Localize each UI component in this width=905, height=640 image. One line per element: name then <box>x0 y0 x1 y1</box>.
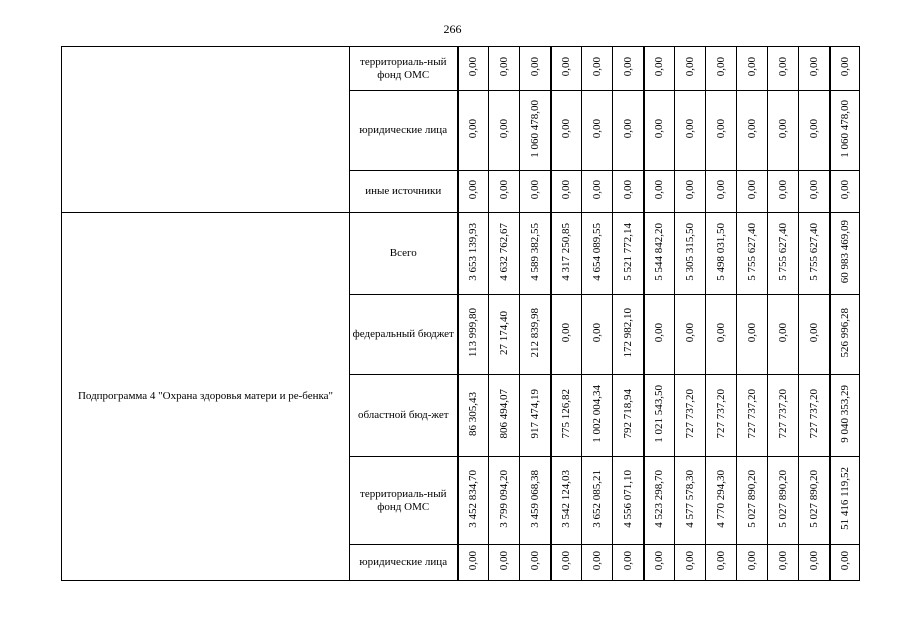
value-text: 0,00 <box>777 179 789 200</box>
value-text: 5 027 890,20 <box>777 469 789 528</box>
value-text: 0,00 <box>621 118 634 139</box>
value-text: 0,00 <box>621 179 634 200</box>
value-text: 0,00 <box>746 550 758 571</box>
value-cell <box>675 171 706 213</box>
value-cell <box>737 545 768 581</box>
value-text: 0,00 <box>467 118 480 139</box>
value-text: 0,00 <box>498 56 510 77</box>
value-cell <box>582 91 613 171</box>
value-cell <box>582 545 613 581</box>
value-cell <box>644 213 675 295</box>
value-text: 0,00 <box>807 118 820 139</box>
value-text: 0,00 <box>591 550 603 571</box>
value-cell <box>520 213 551 295</box>
value-cell <box>489 545 520 581</box>
value-text: 0,00 <box>528 179 541 200</box>
value-text: 4 556 071,10 <box>621 469 634 528</box>
value-cell <box>551 375 582 457</box>
value-text: 0,00 <box>498 118 510 139</box>
value-text: 727 737,20 <box>746 388 758 439</box>
value-text: 0,00 <box>838 56 851 77</box>
value-text: 4 317 250,85 <box>560 222 573 281</box>
value-text: 4 589 382,55 <box>528 222 541 281</box>
value-text: 0,00 <box>746 56 758 77</box>
value-cell <box>613 47 644 91</box>
program-name-cell: Подпрограмма 4 "Охрана здоровья матери и ре-бенка" <box>62 213 350 581</box>
value-text: 3 542 124,03 <box>560 469 573 528</box>
value-text: 806 494,07 <box>498 388 510 439</box>
value-cell <box>613 375 644 457</box>
value-text: 0,00 <box>560 322 573 343</box>
value-cell <box>644 91 675 171</box>
value-cell <box>489 47 520 91</box>
value-cell <box>458 295 489 375</box>
value-cell <box>799 47 830 91</box>
value-cell <box>799 457 830 545</box>
value-text: 0,00 <box>684 118 696 139</box>
value-text: 1 060 478,00 <box>528 99 541 158</box>
value-cell <box>551 545 582 581</box>
value-text: 0,00 <box>528 550 541 571</box>
value-cell <box>768 91 799 171</box>
value-cell <box>582 171 613 213</box>
value-text: 5 755 627,40 <box>777 222 789 281</box>
funding-source-cell: территориаль-ный фонд ОМС <box>350 457 458 545</box>
value-cell <box>582 47 613 91</box>
value-cell <box>458 375 489 457</box>
value-text: 0,00 <box>777 56 789 77</box>
value-cell <box>799 545 830 581</box>
value-text: 9 040 353,29 <box>838 384 851 443</box>
value-cell <box>489 213 520 295</box>
value-text: 5 755 627,40 <box>746 222 758 281</box>
value-text: 5 544 842,20 <box>653 222 666 281</box>
value-cell <box>458 47 489 91</box>
value-cell <box>551 171 582 213</box>
value-cell <box>675 545 706 581</box>
value-cell <box>520 295 551 375</box>
value-cell <box>706 457 737 545</box>
value-text: 4 632 762,67 <box>498 222 510 281</box>
value-text: 51 416 119,52 <box>838 467 851 530</box>
value-text: 0,00 <box>621 56 634 77</box>
value-text: 0,00 <box>777 118 789 139</box>
funding-source-cell: Всего <box>350 213 458 295</box>
value-text: 5 521 772,14 <box>621 222 634 281</box>
value-cell <box>582 457 613 545</box>
value-cell <box>644 545 675 581</box>
value-cell <box>830 457 860 545</box>
value-text: 0,00 <box>838 550 851 571</box>
value-cell <box>830 295 860 375</box>
page-number: 266 <box>443 22 462 36</box>
value-text: 0,00 <box>467 179 480 200</box>
value-cell <box>768 375 799 457</box>
value-cell <box>551 295 582 375</box>
value-text: 0,00 <box>653 322 666 343</box>
value-cell <box>458 545 489 581</box>
value-text: 0,00 <box>838 179 851 200</box>
value-cell <box>489 295 520 375</box>
value-text: 86 305,43 <box>467 391 480 436</box>
value-text: 5 027 890,20 <box>746 469 758 528</box>
value-text: 1 002 004,34 <box>591 384 603 443</box>
value-cell <box>613 213 644 295</box>
value-cell <box>489 171 520 213</box>
value-cell <box>520 47 551 91</box>
value-cell <box>489 457 520 545</box>
value-cell <box>737 457 768 545</box>
value-cell <box>768 213 799 295</box>
value-text: 0,00 <box>653 56 666 77</box>
value-cell <box>675 375 706 457</box>
funding-source-cell: иные источники <box>350 171 458 213</box>
funding-source-cell: областной бюд-жет <box>350 375 458 457</box>
value-text: 4 523 298,70 <box>653 469 666 528</box>
value-cell <box>458 213 489 295</box>
value-text: 0,00 <box>715 550 727 571</box>
value-text: 0,00 <box>777 322 789 343</box>
value-cell <box>830 47 860 91</box>
funding-source-cell: юридические лица <box>350 91 458 171</box>
value-text: 0,00 <box>715 179 727 200</box>
value-text: 0,00 <box>715 56 727 77</box>
table-row <box>62 213 860 295</box>
funding-source-cell: юридические лица <box>350 545 458 581</box>
value-text: 0,00 <box>807 179 820 200</box>
value-cell <box>799 213 830 295</box>
value-text: 4 654 089,55 <box>591 222 603 281</box>
value-cell <box>706 171 737 213</box>
value-text: 0,00 <box>684 179 696 200</box>
value-cell <box>582 213 613 295</box>
value-cell <box>520 171 551 213</box>
value-cell <box>675 213 706 295</box>
value-cell <box>675 91 706 171</box>
value-text: 0,00 <box>498 550 510 571</box>
value-cell <box>737 91 768 171</box>
value-text: 172 982,10 <box>621 307 634 358</box>
value-cell <box>799 171 830 213</box>
value-text: 0,00 <box>746 118 758 139</box>
value-text: 0,00 <box>528 56 541 77</box>
value-text: 0,00 <box>746 179 758 200</box>
value-cell <box>737 171 768 213</box>
value-text: 0,00 <box>777 550 789 571</box>
value-cell <box>830 213 860 295</box>
value-cell <box>582 375 613 457</box>
value-cell <box>613 91 644 171</box>
value-cell <box>706 213 737 295</box>
value-cell <box>768 171 799 213</box>
value-cell <box>799 91 830 171</box>
value-cell <box>644 47 675 91</box>
value-text: 0,00 <box>591 118 603 139</box>
value-cell <box>830 375 860 457</box>
value-cell <box>675 47 706 91</box>
value-cell <box>768 47 799 91</box>
value-text: 3 653 139,93 <box>467 222 480 281</box>
value-cell <box>768 457 799 545</box>
value-cell <box>706 295 737 375</box>
value-text: 113 999,80 <box>467 307 480 358</box>
value-cell <box>489 375 520 457</box>
value-text: 3 799 094,20 <box>498 469 510 528</box>
value-text: 3 452 834,70 <box>467 469 480 528</box>
value-text: 0,00 <box>560 118 573 139</box>
value-text: 0,00 <box>746 322 758 343</box>
value-text: 0,00 <box>498 179 510 200</box>
value-cell <box>520 545 551 581</box>
value-cell <box>613 457 644 545</box>
value-text: 0,00 <box>467 550 480 571</box>
table-row <box>62 47 860 91</box>
value-cell <box>737 47 768 91</box>
value-cell <box>582 295 613 375</box>
value-cell <box>706 91 737 171</box>
value-text: 0,00 <box>653 550 666 571</box>
funding-source-cell: территориаль-ный фонд ОМС <box>350 47 458 91</box>
value-cell <box>768 295 799 375</box>
value-cell <box>458 91 489 171</box>
value-cell <box>706 47 737 91</box>
value-text: 727 737,20 <box>715 388 727 439</box>
value-cell <box>551 47 582 91</box>
value-text: 0,00 <box>653 179 666 200</box>
value-text: 775 126,82 <box>560 388 573 439</box>
value-cell <box>520 91 551 171</box>
value-cell <box>613 295 644 375</box>
value-text: 0,00 <box>560 550 573 571</box>
value-cell <box>613 545 644 581</box>
value-text: 3 652 085,21 <box>591 469 603 528</box>
value-cell <box>458 171 489 213</box>
value-cell <box>768 545 799 581</box>
value-text: 0,00 <box>591 56 603 77</box>
value-cell <box>551 91 582 171</box>
value-text: 3 459 068,38 <box>528 469 541 528</box>
value-text: 0,00 <box>621 550 634 571</box>
value-text: 4 770 294,30 <box>715 469 727 528</box>
value-cell <box>675 295 706 375</box>
value-cell <box>706 375 737 457</box>
funding-source-cell: федеральный бюджет <box>350 295 458 375</box>
value-cell <box>489 91 520 171</box>
value-text: 0,00 <box>807 322 820 343</box>
value-cell <box>830 545 860 581</box>
value-text: 5 305 315,50 <box>684 222 696 281</box>
program-name-cell <box>62 47 350 213</box>
value-text: 526 996,28 <box>838 307 851 358</box>
value-text: 5 755 627,40 <box>807 222 820 281</box>
value-text: 0,00 <box>684 56 696 77</box>
value-cell <box>613 171 644 213</box>
value-text: 5 498 031,50 <box>715 222 727 281</box>
value-text: 60 983 469,09 <box>838 219 851 284</box>
value-text: 727 737,20 <box>777 388 789 439</box>
value-cell <box>737 213 768 295</box>
value-text: 212 839,98 <box>528 307 541 358</box>
value-cell <box>458 457 489 545</box>
value-cell <box>737 295 768 375</box>
value-cell <box>520 457 551 545</box>
value-text: 0,00 <box>467 56 480 77</box>
value-text: 1 021 543,50 <box>653 384 666 443</box>
value-cell <box>551 213 582 295</box>
value-cell <box>644 295 675 375</box>
value-cell <box>644 375 675 457</box>
value-text: 0,00 <box>715 322 727 343</box>
value-text: 0,00 <box>715 118 727 139</box>
value-text: 4 577 578,30 <box>684 469 696 528</box>
value-text: 0,00 <box>560 56 573 77</box>
value-text: 727 737,20 <box>684 388 696 439</box>
value-cell <box>551 457 582 545</box>
value-text: 727 737,20 <box>807 388 820 439</box>
table-body <box>62 47 860 581</box>
value-cell <box>706 545 737 581</box>
value-cell <box>520 375 551 457</box>
value-text: 1 060 478,00 <box>838 99 851 158</box>
value-text: 0,00 <box>560 179 573 200</box>
value-cell <box>675 457 706 545</box>
value-cell <box>830 91 860 171</box>
value-cell <box>830 171 860 213</box>
value-text: 792 718,94 <box>621 388 634 439</box>
value-text: 5 027 890,20 <box>807 469 820 528</box>
value-text: 0,00 <box>807 56 820 77</box>
value-text: 0,00 <box>684 322 696 343</box>
value-cell <box>799 295 830 375</box>
value-text: 0,00 <box>807 550 820 571</box>
funding-table <box>61 46 860 581</box>
value-text: 27 174,40 <box>498 310 510 355</box>
value-cell <box>644 171 675 213</box>
value-text: 917 474,19 <box>528 388 541 439</box>
value-text: 0,00 <box>653 118 666 139</box>
value-cell <box>737 375 768 457</box>
value-text: 0,00 <box>684 550 696 571</box>
value-text: 0,00 <box>591 179 603 200</box>
value-cell <box>799 375 830 457</box>
value-text: 0,00 <box>591 322 603 343</box>
value-cell <box>644 457 675 545</box>
